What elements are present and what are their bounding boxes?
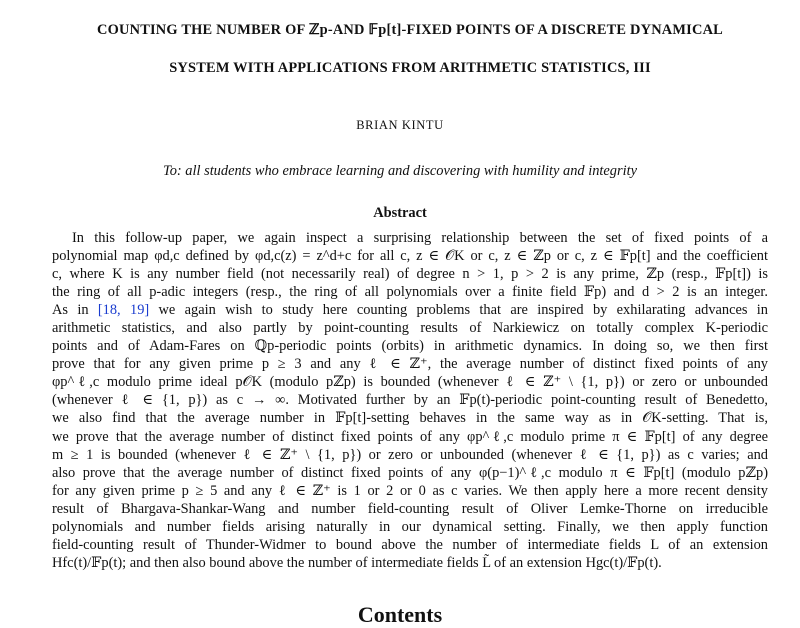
abstract-line: c, where K is any number field (not necessarily real) of degree n > 1, p > 2 is any prime, ℤp (resp., 𝔽p[t]) is [52,266,768,283]
abstract-line: Hfc(t)/𝔽p(t); and then also bound above the number of intermediate fields L̃ of an extension Hgc(t)/𝔽p(t). [52,554,662,571]
abstract-line: points and of Adam-Fares on ℚp-periodic points (orbits) in arithmetic dynamics. In doing so, we then first [52,338,768,355]
abstract-line: prove that for any given prime p ≥ 3 and any ℓ ∈ ℤ⁺, the average number of distinct fixed points of any [52,356,768,373]
abstract-line: field-counting result of Thunder-Widmer to bound above the number of intermediate fields L of an extension [52,536,768,553]
abstract-line: polynomials and number fields arising naturally in our dynamical setting. Finally, we then apply function [52,518,768,535]
paper-title-line-1: COUNTING THE NUMBER OF ℤp-AND 𝔽p[t]-FIXED POINTS OF A DISCRETE DYNAMICAL [97,22,723,38]
abstract-line: polynomial map φd,c defined by φd,c(z) = z^d+c for all c, z ∈ 𝒪K or c, z ∈ ℤp or c, z ∈ 𝔽p[t] and the coefficient [52,248,768,265]
abstract-line: arithmetic statistics, and also partly by point-counting results of Narkiewicz on totally complex K-periodic [52,320,768,337]
abstract-line: φp^ℓ,c modulo prime ideal p𝒪K (modulo pℤp) is bounded (whenever ℓ ∈ ℤ⁺ \ {1, p}) or zero or unbounded [52,374,768,391]
abstract-heading: Abstract [373,205,427,221]
abstract-line: (whenever ℓ ∈ {1, p}) as c → ∞. Motivated further by an 𝔽p(t)-periodic point-counting result of Benedetto, [52,392,768,409]
abstract-line: result of Bhargava-Shankar-Wang and number field-counting result of Oliver Lemke-Thorne on irreducible [52,500,768,517]
abstract-line: m ≥ 1 is bounded (whenever ℓ ∈ ℤ⁺ \ {1, p}) or zero or unbounded (whenever ℓ ∈ {1, p}) as c varies; and [52,446,768,463]
abstract-line: the ring of all p-adic integers (resp., the ring of all polynomials over a finite field 𝔽p) and d > 2 is an integer. [52,284,768,301]
abstract-line-with-citation[interactable]: As in [18, 19] we again wish to study here counting problems that are inspired by exhilarating advances in [52,302,769,319]
dedication: To: all students who embrace learning and discovering with humility and integrity [163,163,637,179]
abstract-line: also prove that the average number of distinct fixed points of any φ(p−1)^ℓ,c modulo π ∈ 𝔽p[t] (modulo pℤp) [52,464,768,481]
abstract-line: In this follow-up paper, we again inspect a surprising relationship between the set of fixed points of a [72,230,768,246]
abstract-line: for any given prime p ≥ 5 and any ℓ ∈ ℤ⁺ is 1 or 2 or 0 as c varies. We then apply here a more recent density [52,482,768,499]
author-name: BRIAN KINTU [356,118,444,132]
abstract-body [52,229,768,572]
contents-heading: Contents [357,602,443,627]
abstract-line: we also find that the average number in 𝔽p[t]-setting behaves in the same way as in 𝒪K-setting. That is, [52,410,768,427]
abstract-line: we prove that the average number of distinct fixed points of any φp^ℓ,c modulo prime π ∈ 𝔽p[t] of any degree [52,428,768,445]
citation-link[interactable]: [18, 19] [97,302,150,319]
paper-title-line-2: SYSTEM WITH APPLICATIONS FROM ARITHMETIC STATISTICS, III [169,60,651,76]
